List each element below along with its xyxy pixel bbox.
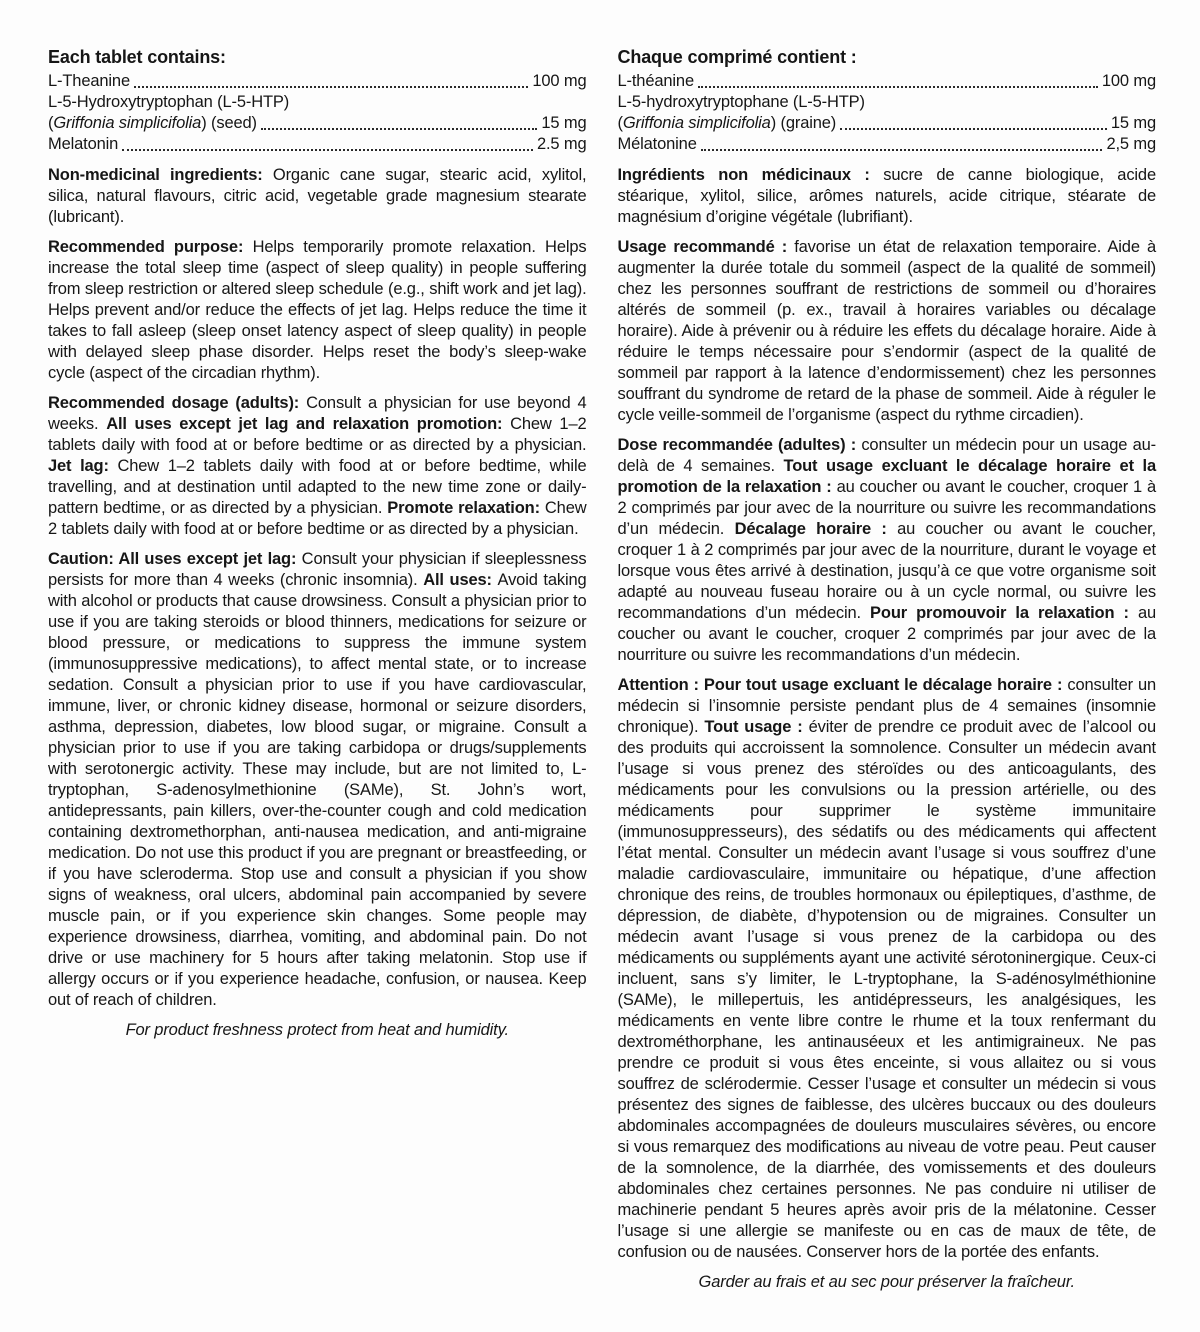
text-run: Consult a physician for use beyond 4 weeks. (48, 394, 587, 433)
text-run: Dose recommandée (adultes) : (617, 436, 862, 454)
ingredient-amount: 15 mg (541, 114, 587, 132)
text-run: Non-medicinal ingredients: (48, 166, 273, 184)
text-run: Tout usage : (704, 718, 809, 736)
ingredient-amount: 100 mg (532, 72, 587, 90)
text-run: ( (48, 114, 54, 132)
text-run: Griffonia simplicifolia (622, 114, 771, 132)
text-run: au coucher ou avant le coucher, croquer 2 comprimés par jour avec de la nourriture ou suivre les recommandations d’un médecin. (617, 604, 1157, 664)
ingredient-name (618, 71, 694, 92)
text-run: sucre de canne biologique, acide stéarique, xylitol, silice, arômes naturels, acide citrique, stéarate de magnésium d’origine végétale (lubrifiant). (617, 166, 1156, 226)
text-run: L-5-hydroxytryptophane (L-5-HTP) (617, 93, 865, 111)
text-run: For product freshness protect from heat and humidity. (125, 1021, 509, 1039)
text-run: L-théanine (617, 72, 694, 90)
text-run: Chew 2 tablets daily with food at or before bedtime or as directed by a physician. (48, 499, 587, 538)
paragraph (48, 1020, 587, 1041)
text-run: Promote relaxation: (387, 499, 545, 517)
text-run: All uses: (423, 571, 498, 589)
text-run: Griffonia simplicifolia (53, 114, 202, 132)
text-run: L-Theanine (48, 72, 130, 90)
ingredient-amount: 2.5 mg (536, 135, 587, 153)
text-run: ) (seed) (201, 114, 257, 132)
ingredient-row (48, 92, 587, 113)
ingredient-name (48, 113, 257, 134)
text-run: Usage recommandé : (617, 238, 795, 256)
ingredient-amount: 15 mg (1110, 114, 1156, 132)
text-run: All uses except jet lag and relaxation promotion: (106, 415, 511, 433)
text-run: Ingrédients non médicinaux : (617, 166, 884, 184)
contains-title-fr: Chaque comprimé contient : (617, 47, 857, 67)
info-paragraphs-en (48, 165, 587, 1041)
text-run: Chew 1–2 tablets daily with food at or before bedtime, while travelling, and at destination until adapted to the new time zone or daily-pattern bedtime, or as directed by a physician. (48, 457, 587, 517)
text-run: Décalage horaire : (734, 520, 898, 538)
ingredient-row (48, 71, 587, 92)
dot-leader (134, 86, 528, 88)
ingredient-list-fr (618, 71, 1157, 155)
ingredient-name (618, 92, 865, 113)
text-run: Tout usage excluant le décalage horaire et la promotion de la relaxation : (617, 457, 1157, 496)
paragraph (48, 237, 587, 384)
text-run: au coucher ou avant le coucher, croquer 1 à 2 comprimés par jour avec de la nourriture ou suivre les recommandations d’un médecin. (617, 478, 1156, 538)
dot-leader (840, 128, 1107, 130)
ingredient-row (618, 92, 1157, 113)
paragraph (618, 435, 1157, 666)
text-run: L-5-Hydroxytryptophan (L-5-HTP) (48, 93, 290, 111)
dot-leader (261, 128, 538, 130)
text-run: Melatonin (48, 135, 119, 153)
paragraph (618, 1272, 1157, 1293)
text-run: Caution: All uses except jet lag: (48, 550, 302, 568)
ingredient-row (48, 113, 587, 134)
text-run: Chew 1–2 tablets daily with food at or before bedtime or as directed by a physician. (48, 415, 587, 454)
info-paragraphs-fr (618, 165, 1157, 1293)
dot-leader (122, 149, 533, 151)
text-run: Helps temporarily promote relaxation. Helps increase the total sleep time (aspect of sleep quality) in people suffering from sleep restriction or altered sleep schedule (e.g., shift work and jet lag). Helps prevent and/or reduce the effects of jet lag. Helps reduce the time it takes to fall asleep (sleep onset latency aspect of sleep quality) in people with delayed sleep phase disorder. Helps reset the body’s sleep-wake cycle (aspect of the circadian rhythm). (48, 238, 587, 382)
ingredient-name (48, 92, 289, 113)
ingredient-row (618, 71, 1157, 92)
text-run: Pour promouvoir la relaxation : (870, 604, 1138, 622)
paragraph (618, 237, 1157, 426)
text-run: au coucher ou avant le coucher, croquer 1 à 2 comprimés par jour avec de la nourriture, durant le voyage et lorsque vous êtes arrivé à destination, jusqu’à ce que votre organisme soit adapté au nouveau fuseau horaire ou à un cycle normal, ou suivre les recommandations d’un médecin. (617, 520, 1156, 622)
ingredient-amount: 100 mg (1101, 72, 1156, 90)
ingredient-row (618, 134, 1157, 155)
paragraph (48, 549, 587, 1011)
text-run: consulter un médecin pour un usage au-delà de 4 semaines. (617, 436, 1156, 475)
text-run: Attention : Pour tout usage excluant le décalage horaire : (617, 676, 1068, 694)
text-run: Garder au frais et au sec pour préserver la fraîcheur. (698, 1273, 1075, 1291)
ingredient-list-en (48, 71, 587, 155)
text-run: Consult your physician if sleeplessness persists for more than 4 weeks (chronic insomnia). (48, 550, 587, 589)
text-run: consulter un médecin si l’insomnie persiste pendant plus de 4 semaines (insomnie chronique). (617, 676, 1157, 736)
text-run: ) (graine) (770, 114, 837, 132)
text-run: Recommended dosage (adults): (48, 394, 307, 412)
paragraph (618, 675, 1157, 1263)
french-column (618, 46, 1157, 1302)
paragraph (48, 393, 587, 540)
dot-leader (698, 86, 1098, 88)
ingredient-amount: 2,5 mg (1106, 135, 1156, 153)
text-run: ( (617, 114, 623, 132)
text-run: Organic cane sugar, stearic acid, xylitol, silica, natural flavours, citric acid, vegetable grade magnesium stearate (lubricant). (48, 166, 587, 226)
paragraph (618, 165, 1157, 228)
ingredient-name (618, 134, 697, 155)
paragraph (48, 165, 587, 228)
text-run: Mélatonine (617, 135, 697, 153)
text-run: favorise un état de relaxation temporaire. Aide à augmenter la durée totale du sommeil (aspect de la qualité de sommeil) chez les personnes souffrant de restrictions de sommeil ou d’horaires altérés de sommeil (p. ex., travail à horaires variables ou décalage horaire). Aide à prévenir ou à réduire les effets du décalage horaire. Aide à réduire le temps nécessaire pour s’endormir (aspect de la qualité de sommeil par rapport à la latence d’endormissement) chez les personnes souffrant du syndrome de retard de la phase de sommeil. Aide à réguler le cycle veille-sommeil de l’organisme (aspect du rythme circadien). (617, 238, 1156, 424)
english-column (48, 46, 587, 1302)
ingredient-name (48, 71, 130, 92)
text-run: Recommended purpose: (48, 238, 253, 256)
ingredient-row (48, 134, 587, 155)
contains-title-en: Each tablet contains: (48, 47, 226, 67)
dot-leader (701, 149, 1103, 151)
ingredient-name (48, 134, 118, 155)
text-run: Jet lag: (48, 457, 118, 475)
ingredient-name (618, 113, 837, 134)
ingredient-row (618, 113, 1157, 134)
text-run: éviter de prendre ce produit avec de l’alcool ou des produits qui accroissent la somnolence. Consulter un médecin avant l’usage si vous prenez des stéroïdes ou des anticoagulants, des médicaments pour les convulsions ou la pression artérielle, ou des médicaments pour supprimer le système immunitaire (immunosuppresseurs), des sédatifs ou des médicaments qui affectent l’état mental. Consulter un médecin avant l’usage si vous souffrez d’une maladie cardiovasculaire, immunitaire ou hépatique, d’une affection chronique des reins, de troubles hormonaux ou épileptiques, d’asthme, de dépression, de diabète, d’hypotension ou de migraines. Consulter un médecin avant l’usage si vous prenez de la carbidopa ou des médicaments ou suppléments ayant une activité sérotoninergique. Ceux-ci incluent, sans s’y limiter, le L-tryptophane, la S-adénosylméthionine (SAMe), le millepertuis, les antidépresseurs, les analgésiques, les médicaments en vente libre contre le rhume et la toux renfermant du dextrométhorphane, les antinauséeux et les antimigraineux. Ne pas prendre ce produit si vous êtes enceinte, si vous allaitez ou si vous souffrez de sclérodermie. Cesser l’usage et consulter un médecin si vous présentez des signes de faiblesse, des ulcères buccaux ou des douleurs abdominales accompagnées de douleurs musculaires sévères, ou encore si vous remarquez des modifications au niveau de votre peau. Peut causer de la somnolence, de la diarrhée, des vomissements et des douleurs abdominales chez certaines personnes. Ne pas conduire ni utiliser de machinerie pendant 5 heures après avoir pris de la mélatonine. Cesser l’usage si une allergie se manifeste ou en cas de maux de tête, de confusion ou de nausées. Conserver hors de la portée des enfants. (617, 718, 1156, 1261)
text-run: Avoid taking with alcohol or products that cause drowsiness. Consult a physician prior to use if you are taking steroids or blood thinners, medications for seizure or blood pressure, or medications to suppress the immune system (immunosuppressive medications), to affect mental state, or to increase sedation. Consult a physician prior to use if you have cardiovascular, immune, liver, or chronic kidney disease, hormonal or seizure disorders, asthma, depression, diabetes, low blood sugar, or migraine. Consult a physician prior to use if you are taking carbidopa or drugs/supplements with serotonergic activity. These may include, but are not limited to, L-tryptophan, S-adenosylmethionine (SAMe), St. John’s wort, antidepressants, pain killers, over-the-counter cough and cold medication containing dextromethorphan, anti-nausea medication, and anti-migraine medication. Do not use this product if you are pregnant or breastfeeding, or if you have scleroderma. Stop use and consult a physician if you show signs of weakness, oral ulcers, abdominal pain accompanied by severe muscle pain, or if you experience skin changes. Some people may experience drowsiness, diarrhea, vomiting, and abdominal pain. Do not drive or use machinery for 5 hours after taking melatonin. Stop use if allergy occurs or if you experience headache, confusion, or nausea. Keep out of reach of children. (48, 571, 587, 1009)
